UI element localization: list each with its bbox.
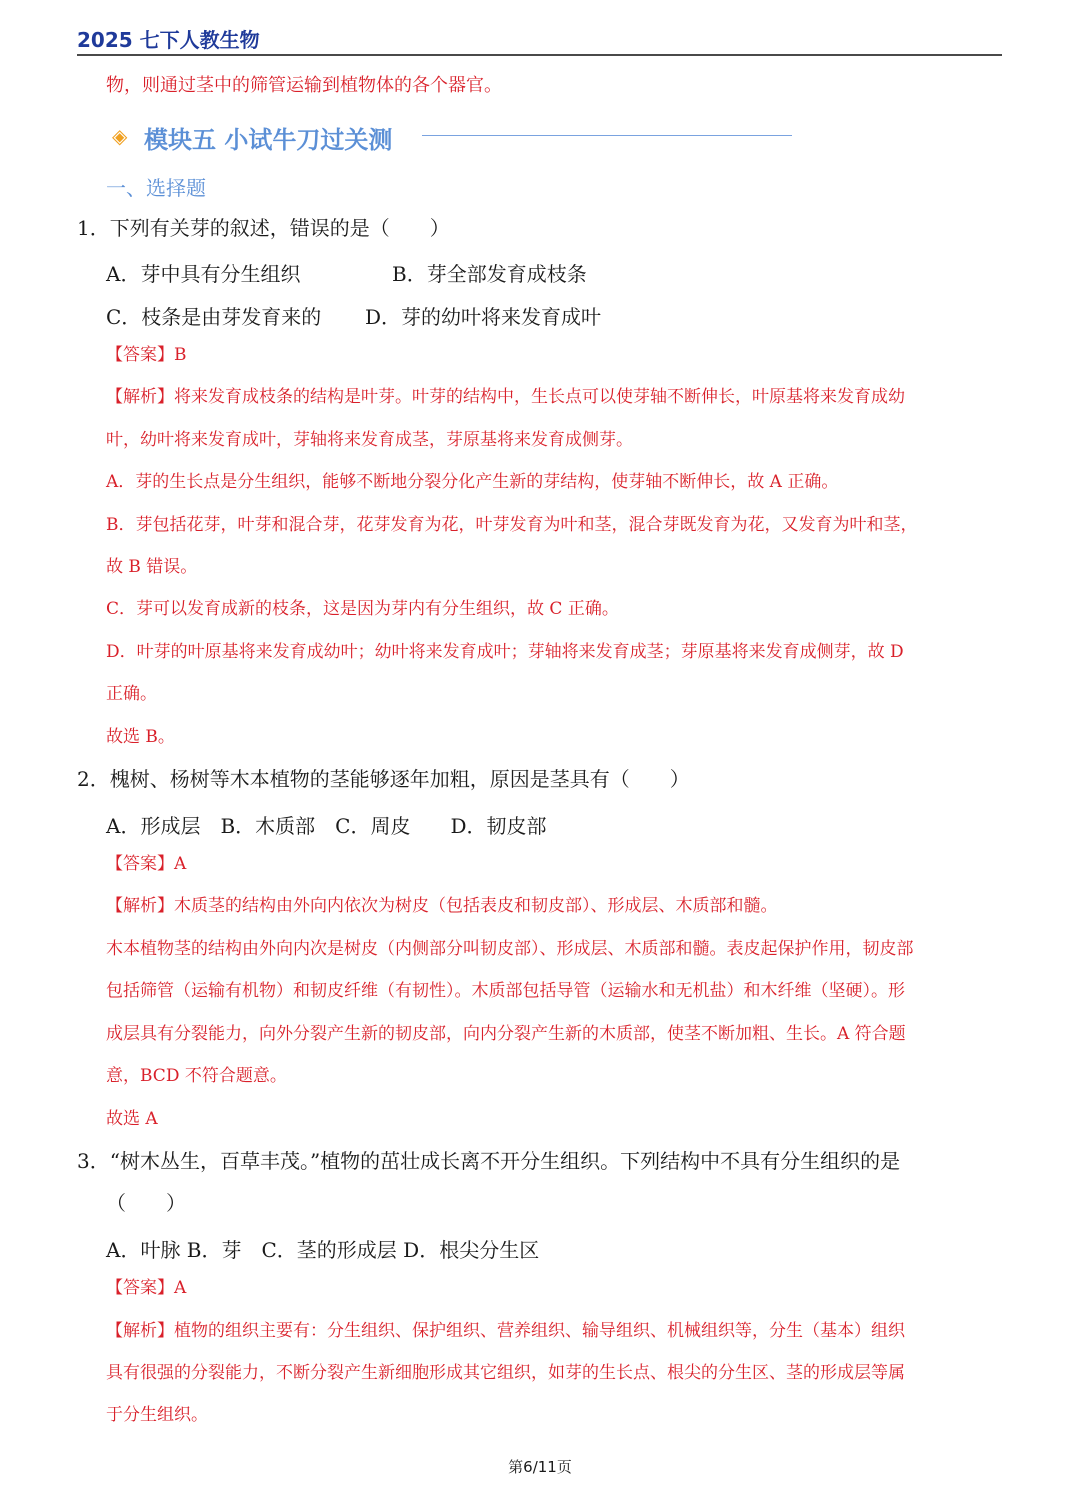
q3-analysis-line: 具有很强的分裂能力，不断分裂产生新细胞形成其它组织，如芽的生长点、根尖的分生区、茎的形成层等属 bbox=[106, 1363, 905, 1383]
q2-analysis-line: 成层具有分裂能力，向外分裂产生新的韧皮部，向内分裂产生新的木质部，使茎不断加粗、生长。A 符合题 bbox=[106, 1024, 906, 1044]
module-rule bbox=[422, 135, 792, 136]
q1-answer: 【答案】B bbox=[106, 345, 187, 365]
q1-analysis-line: 正确。 bbox=[106, 684, 157, 704]
q1-option-c: C．枝条是由芽发育来的 bbox=[106, 305, 322, 329]
q3-answer: 【答案】A bbox=[106, 1278, 187, 1298]
q2-analysis-line: 木本植物茎的结构由外向内次是树皮（内侧部分叫韧皮部）、形成层、木质部和髓。表皮起保护作用，韧皮部 bbox=[106, 939, 914, 959]
page-number: 第6/11页 bbox=[508, 1458, 572, 1476]
q1-analysis-line: 故 B 错误。 bbox=[106, 557, 198, 577]
q1-analysis-line: C．芽可以发育成新的枝条，这是因为芽内有分生组织，故 C 正确。 bbox=[106, 599, 619, 619]
q2-conclusion: 故选 A bbox=[106, 1109, 158, 1129]
intro-line: 物，则通过茎中的筛管运输到植物体的各个器官。 bbox=[106, 75, 502, 96]
question-1-stem: 1．下列有关芽的叙述，错误的是（ ） bbox=[77, 216, 450, 240]
module-heading bbox=[112, 120, 802, 152]
q1-analysis-line: A．芽的生长点是分生组织，能够不断地分裂分化产生新的芽结构，使芽轴不断伸长，故 A 正确。 bbox=[106, 472, 839, 492]
question-3-stem-cont: （ ） bbox=[106, 1191, 186, 1215]
q3-analysis-line: 【解析】植物的组织主要有：分生组织、保护组织、营养组织、输导组织、机械组织等，分生（基本）组织 bbox=[106, 1321, 905, 1341]
header-title: 2025 七下人教生物 bbox=[77, 28, 260, 52]
q3-options: A．叶脉 B．芽 C．茎的形成层 D．根尖分生区 bbox=[106, 1238, 540, 1262]
q2-options: A．形成层 B．木质部 C．周皮 D．韧皮部 bbox=[106, 814, 547, 838]
q1-analysis-line: B．芽包括花芽，叶芽和混合芽，花芽发育为花，叶芽发育为叶和茎，混合芽既发育为花，又发育为叶和茎， bbox=[106, 515, 918, 535]
q2-analysis-line: 意，BCD 不符合题意。 bbox=[106, 1066, 287, 1086]
question-3-stem: 3．“树木丛生，百草丰茂。”植物的茁壮成长离不开分生组织。下列结构中不具有分生组织的是 bbox=[77, 1149, 901, 1173]
q1-analysis-line: 叶，幼叶将来发育成叶，芽轴将来发育成茎，芽原基将来发育成侧芽。 bbox=[106, 430, 633, 450]
q3-analysis-line: 于分生组织。 bbox=[106, 1405, 208, 1425]
q2-analysis-line: 包括筛管（运输有机物）和韧皮纤维（有韧性）。木质部包括导管（运输水和无机盐）和木纤维（坚硬）。形 bbox=[106, 981, 905, 1001]
double-diamond-icon: ◈ bbox=[112, 124, 128, 148]
page-header bbox=[77, 22, 1002, 56]
q1-analysis-line: D．叶芽的叶原基将来发育成幼叶；幼叶将来发育成叶；芽轴将来发育成茎；芽原基将来发育成侧芽，故 D bbox=[106, 642, 904, 662]
q2-answer: 【答案】A bbox=[106, 854, 187, 874]
section-title: 一、选择题 bbox=[106, 176, 206, 200]
q1-analysis-line: 【解析】将来发育成枝条的结构是叶芽。叶芽的结构中，生长点可以使芽轴不断伸长，叶原基将来发育成幼 bbox=[106, 387, 905, 407]
q1-option-d: D．芽的幼叶将来发育成叶 bbox=[365, 305, 602, 329]
q1-conclusion: 故选 B。 bbox=[106, 727, 175, 747]
q1-option-b: B．芽全部发育成枝条 bbox=[392, 262, 587, 286]
q1-option-a: A．芽中具有分生组织 bbox=[106, 262, 301, 286]
module-title: 模块五 小试牛刀过关测 bbox=[144, 126, 393, 154]
question-2-stem: 2．槐树、杨树等木本植物的茎能够逐年加粗，原因是茎具有（ ） bbox=[77, 767, 690, 791]
q2-analysis-line: 【解析】木质茎的结构由外向内依次为树皮（包括表皮和韧皮部）、形成层、木质部和髓。 bbox=[106, 896, 778, 916]
